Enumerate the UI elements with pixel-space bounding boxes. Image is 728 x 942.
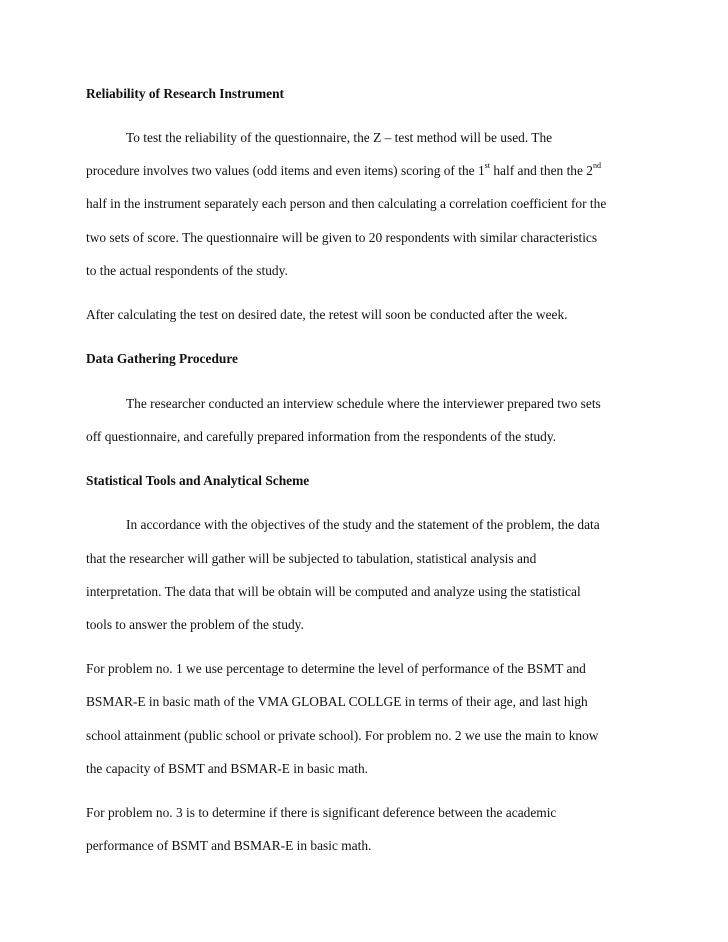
text-run: procedure involves two values (odd items and even items) scoring of the 1 — [86, 163, 485, 178]
paragraph-line: For problem no. 1 we use percentage to determine the level of performance of the BSMT and — [86, 661, 586, 676]
paragraph-line: tools to answer the problem of the study. — [86, 617, 304, 632]
superscript: nd — [592, 160, 601, 170]
paragraph-line — [86, 160, 601, 179]
paragraph-line: to the actual respondents of the study. — [86, 263, 288, 278]
paragraph-line: performance of BSMT and BSMAR-E in basic math. — [86, 838, 372, 853]
paragraph-line: school attainment (public school or private school). For problem no. 2 we use the main to know — [86, 728, 599, 743]
section-heading-data-gathering: Data Gathering Procedure — [86, 351, 238, 366]
paragraph-line: After calculating the test on desired date, the retest will soon be conducted after the week. — [86, 307, 568, 322]
section-heading-statistical-tools: Statistical Tools and Analytical Scheme — [86, 473, 310, 488]
paragraph-line: off questionnaire, and carefully prepared information from the respondents of the study. — [86, 429, 557, 444]
superscript: st — [484, 160, 490, 170]
paragraph-line: interpretation. The data that will be obtain will be computed and analyze using the statistical — [86, 584, 581, 599]
paragraph-line: For problem no. 3 is to determine if there is significant deference between the academic — [86, 805, 557, 820]
paragraph-line: BSMAR-E in basic math of the VMA GLOBAL COLLGE in terms of their age, and last high — [86, 694, 588, 709]
text-run: half and then the 2 — [489, 163, 593, 178]
paragraph-line: the capacity of BSMT and BSMAR-E in basic math. — [86, 761, 369, 776]
paragraph-line: The researcher conducted an interview schedule where the interviewer prepared two sets — [126, 396, 601, 411]
paragraph-line: half in the instrument separately each person and then calculating a correlation coefficient for the — [86, 196, 607, 211]
paragraph-line: two sets of score. The questionnaire will be given to 20 respondents with similar characteristics — [86, 230, 598, 245]
paragraph-line: To test the reliability of the questionnaire, the Z – test method will be used. The — [126, 130, 553, 145]
paragraph-line: In accordance with the objectives of the study and the statement of the problem, the data — [126, 517, 600, 532]
paragraph-line: that the researcher will gather will be subjected to tabulation, statistical analysis and — [86, 551, 537, 566]
section-heading-reliability: Reliability of Research Instrument — [86, 86, 284, 101]
